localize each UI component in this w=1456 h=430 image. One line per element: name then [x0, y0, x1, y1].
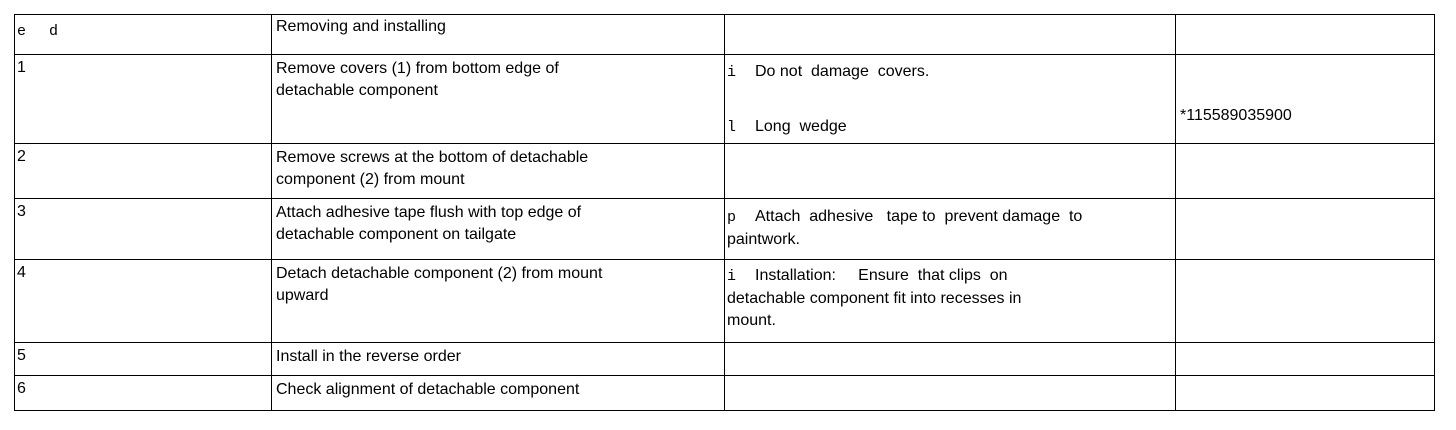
- paint-icon: p: [727, 209, 737, 226]
- info-icon: i: [727, 268, 737, 285]
- part-number-cell: [1176, 55, 1435, 144]
- step-notes-cell: [725, 199, 1176, 260]
- note-text: paintwork.: [727, 231, 800, 248]
- step-text-cell: [272, 343, 725, 376]
- tool-icon: l: [727, 119, 737, 136]
- step-notes-cell: [725, 260, 1176, 343]
- part-number-cell: [1176, 376, 1435, 411]
- step-text-line: Attach adhesive tape flush with top edge of: [276, 204, 582, 221]
- step-number-cell: [15, 144, 272, 199]
- step-number: 2: [17, 148, 26, 165]
- step-number-cell: [15, 260, 272, 343]
- table-row: [15, 376, 1435, 411]
- table-header-row: [15, 15, 1435, 55]
- part-number-cell: [1176, 144, 1435, 199]
- note-line: [725, 84, 1175, 139]
- table-row: [15, 260, 1435, 343]
- step-notes-cell: [725, 376, 1176, 411]
- step-number-cell: [15, 343, 272, 376]
- step-number-cell: [15, 199, 272, 260]
- step-number: 3: [17, 203, 26, 220]
- header-symbols: [15, 15, 271, 43]
- note-line: [725, 260, 1175, 288]
- step-number: 6: [17, 380, 26, 397]
- step-text-line: Remove screws at the bottom of detachable: [276, 149, 589, 166]
- step-text-line: Check alignment of detachable component: [276, 381, 580, 398]
- step-text-line: upward: [276, 287, 329, 304]
- step-number: 5: [17, 347, 26, 364]
- note-text: Do not damage covers.: [755, 63, 930, 80]
- table-row: [15, 55, 1435, 144]
- step-text-cell: [272, 144, 725, 199]
- step-text-line: Install in the reverse order: [276, 348, 461, 365]
- step-text-cell: [272, 376, 725, 411]
- procedure-table: [14, 14, 1435, 411]
- step-text-line: Remove covers (1) from bottom edge of: [276, 60, 559, 77]
- step-number-cell: [15, 376, 272, 411]
- step-text-line: Detach detachable component (2) from mount: [276, 265, 603, 282]
- header-symbol: e: [17, 23, 28, 40]
- note-text: Attach adhesive tape to prevent damage to: [755, 208, 1083, 225]
- step-notes-cell: [725, 55, 1176, 144]
- step-text-line: detachable component: [276, 82, 438, 99]
- header-symbol: d: [49, 23, 60, 40]
- part-number: *115589035900: [1180, 107, 1292, 124]
- step-number-cell: [15, 55, 272, 144]
- part-number-cell: [1176, 199, 1435, 260]
- note-line: [725, 55, 1175, 84]
- note-text: mount.: [727, 312, 776, 329]
- table-row: [15, 199, 1435, 260]
- table-row: [15, 343, 1435, 376]
- step-number: 4: [17, 264, 26, 281]
- header-empty-cell: [1176, 15, 1435, 55]
- note-line: [725, 199, 1175, 229]
- table-row: [15, 144, 1435, 199]
- step-text-cell: [272, 55, 725, 144]
- info-icon: i: [727, 64, 737, 81]
- step-text-line: component (2) from mount: [276, 171, 465, 188]
- step-notes-cell: [725, 144, 1176, 199]
- note-text: detachable component fit into recesses in: [727, 290, 1022, 307]
- part-number-cell: [1176, 343, 1435, 376]
- header-symbols-cell: [15, 15, 272, 55]
- note-text: Installation: Ensure that clips on: [755, 267, 1008, 284]
- step-number: 1: [17, 59, 26, 76]
- header-empty-cell: [725, 15, 1176, 55]
- header-title: Removing and installing: [276, 18, 446, 35]
- step-text-line: detachable component on tailgate: [276, 226, 517, 243]
- step-text-cell: [272, 199, 725, 260]
- step-text-cell: [272, 260, 725, 343]
- note-text: Long wedge: [755, 118, 847, 135]
- part-number-cell: [1176, 260, 1435, 343]
- header-title-cell: [272, 15, 725, 55]
- step-notes-cell: [725, 343, 1176, 376]
